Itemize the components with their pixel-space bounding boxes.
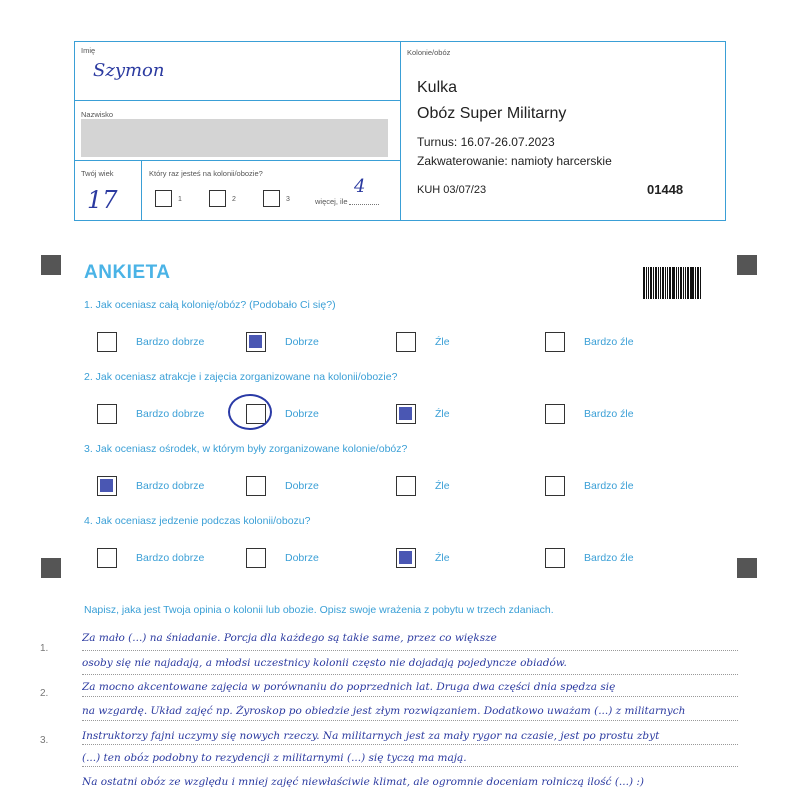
q4-checkbox-1[interactable]: [97, 548, 117, 568]
answer-line: [82, 650, 738, 651]
barcode-bar: [691, 267, 694, 299]
name-label: Imię: [81, 46, 96, 55]
q2-option-label: Bardzo dobrze: [136, 408, 205, 420]
line-number-2: 2.: [40, 688, 49, 699]
opinion-prompt: Napisz, jaka jest Twoja opinia o kolonii lub obozie. Opisz swoje wrażenia z pobytu w trzech zdaniach.: [84, 604, 554, 616]
question-2: 2. Jak oceniasz atrakcje i zajęcia zorganizowane na kolonii/obozie?: [84, 371, 398, 383]
barcode-bar: [687, 267, 689, 299]
q4-option-label: Bardzo dobrze: [136, 552, 205, 564]
question-4: 4. Jak oceniasz jedzenie podczas kolonii/obozu?: [84, 515, 311, 527]
barcode-bar: [695, 267, 696, 299]
times-more-value[interactable]: 4: [354, 176, 366, 197]
q3-option-label: Źle: [435, 480, 450, 492]
q2-checkbox-4[interactable]: [545, 404, 565, 424]
answer-text[interactable]: (...) ten obóz podobny to rezydencji z militarnymi (...) się tyczą ma mają.: [82, 752, 467, 764]
q1-option-label: Źle: [435, 336, 450, 348]
age-value[interactable]: 17: [87, 186, 118, 214]
times-checkbox-2[interactable]: [209, 190, 226, 207]
times-more-label: więcej, ile: [315, 197, 348, 206]
barcode-bar: [667, 267, 668, 299]
answer-text[interactable]: Za mało (...) na śniadanie. Porcja dla każdego są takie same, przez co większe: [82, 632, 497, 644]
q1-option-label: Bardzo źle: [584, 336, 634, 348]
barcode-bar: [690, 267, 691, 299]
q1-checkbox-1[interactable]: [97, 332, 117, 352]
q2-checkbox-1[interactable]: [97, 404, 117, 424]
q1-checkbox-2[interactable]: [246, 332, 266, 352]
answer-line: [82, 696, 738, 697]
age-label: Twój wiek: [81, 169, 114, 178]
barcode-bar: [650, 267, 652, 299]
q1-option-label: Dobrze: [285, 336, 319, 348]
registration-mark: [41, 558, 61, 578]
barcode-bar: [665, 267, 666, 299]
surname-label: Nazwisko: [81, 110, 114, 119]
row-divider: [75, 160, 400, 161]
q2-option-label: Bardzo źle: [584, 408, 634, 420]
header-form: [74, 41, 726, 221]
camp-name: Kulka: [417, 79, 458, 96]
q2-option-label: Źle: [435, 408, 450, 420]
q4-checkbox-2[interactable]: [246, 548, 266, 568]
barcode-bar: [653, 267, 654, 299]
q4-checkbox-4[interactable]: [545, 548, 565, 568]
q3-option-label: Dobrze: [285, 480, 319, 492]
q3-option-label: Bardzo dobrze: [136, 480, 205, 492]
barcode-bar: [655, 267, 658, 299]
barcode-bar: [685, 267, 686, 299]
answer-text[interactable]: Instruktorzy fajni uczymy się nowych rzeczy. Na militarnych jest za mały rygor na czasie, jest po prostu zbyt: [82, 730, 660, 742]
barcode-bar: [662, 267, 664, 299]
q3-checkbox-4[interactable]: [545, 476, 565, 496]
barcode-bar: [669, 267, 671, 299]
camp-label: Kolonie/obóz: [407, 48, 451, 57]
age-divider: [141, 160, 142, 220]
camp-subtitle: Obóz Super Militarny: [417, 105, 567, 122]
answer-line: [82, 766, 738, 767]
answer-line: [82, 720, 738, 721]
line-number-1: 1.: [40, 643, 49, 654]
barcode-bar: [697, 267, 699, 299]
answer-text[interactable]: na wzgardę. Układ zajęć np. Żyroskop po obiedzie jest złym rozwiązaniem. Dodatkowo uważam (...) z militarnych: [82, 705, 686, 717]
q4-option-label: Dobrze: [285, 552, 319, 564]
survey-title: ANKIETA: [84, 262, 171, 283]
hand-drawn-circle: [228, 394, 272, 430]
q3-option-label: Bardzo źle: [584, 480, 634, 492]
barcode-bar: [683, 267, 684, 299]
barcode: [643, 267, 701, 299]
camp-code: KUH 03/07/23: [417, 184, 487, 196]
registration-mark: [737, 255, 757, 275]
accommodation: Zakwaterowanie: namioty harcerskie: [417, 154, 612, 168]
times-more-line: [349, 204, 379, 205]
barcode-bar: [648, 267, 649, 299]
times-checkbox-1[interactable]: [155, 190, 172, 207]
barcode-bar: [646, 267, 647, 299]
times-label: Który raz jesteś na kolonii/obozie?: [149, 169, 263, 178]
barcode-bar: [676, 267, 677, 299]
q1-option-label: Bardzo dobrze: [136, 336, 205, 348]
answer-text[interactable]: Za mocno akcentowane zajęcia w porównaniu do poprzednich lat. Druga dwa części dnia spędza się: [82, 681, 616, 693]
barcode-bar: [680, 267, 682, 299]
column-divider: [400, 42, 401, 220]
registration-mark: [41, 255, 61, 275]
question-3: 3. Jak oceniasz ośrodek, w którym były zorganizowane kolonie/obóz?: [84, 443, 408, 455]
times-option-3: 3: [286, 196, 290, 203]
form-number: 01448: [647, 182, 684, 197]
times-checkbox-3[interactable]: [263, 190, 280, 207]
turnus: Turnus: 16.07-26.07.2023: [417, 135, 555, 149]
q3-checkbox-3[interactable]: [396, 476, 416, 496]
q2-checkbox-3[interactable]: [396, 404, 416, 424]
redacted-surname: [81, 119, 388, 157]
barcode-bar: [660, 267, 661, 299]
answer-line: [82, 744, 738, 745]
q3-checkbox-1[interactable]: [97, 476, 117, 496]
question-1: 1. Jak oceniasz całą kolonię/obóz? (Podobało Ci się?): [84, 299, 336, 311]
q4-option-label: Bardzo źle: [584, 552, 634, 564]
line-number-3: 3.: [40, 735, 49, 746]
answer-text[interactable]: Na ostatni obóz ze względu i mniej zajęć niewłaściwie klimat, ale ogromnie doceniam rolniczą ilość (...) :): [82, 776, 645, 788]
barcode-bar: [700, 267, 701, 299]
registration-mark: [737, 558, 757, 578]
barcode-bar: [658, 267, 659, 299]
name-value[interactable]: Szymon: [93, 60, 165, 81]
q2-option-label: Dobrze: [285, 408, 319, 420]
row-divider: [75, 100, 400, 101]
q1-checkbox-4[interactable]: [545, 332, 565, 352]
q3-checkbox-2[interactable]: [246, 476, 266, 496]
q1-checkbox-3[interactable]: [396, 332, 416, 352]
times-option-2: 2: [232, 196, 236, 203]
barcode-bar: [672, 267, 675, 299]
q4-checkbox-3[interactable]: [396, 548, 416, 568]
q4-option-label: Źle: [435, 552, 450, 564]
barcode-bar: [678, 267, 679, 299]
answer-line: [82, 674, 738, 675]
answer-text[interactable]: osoby się nie najadają, a młodsi uczestnicy kolonii często nie dojadają pojedyncze obiadów.: [82, 657, 567, 669]
barcode-bar: [643, 267, 645, 299]
times-option-1: 1: [178, 196, 182, 203]
